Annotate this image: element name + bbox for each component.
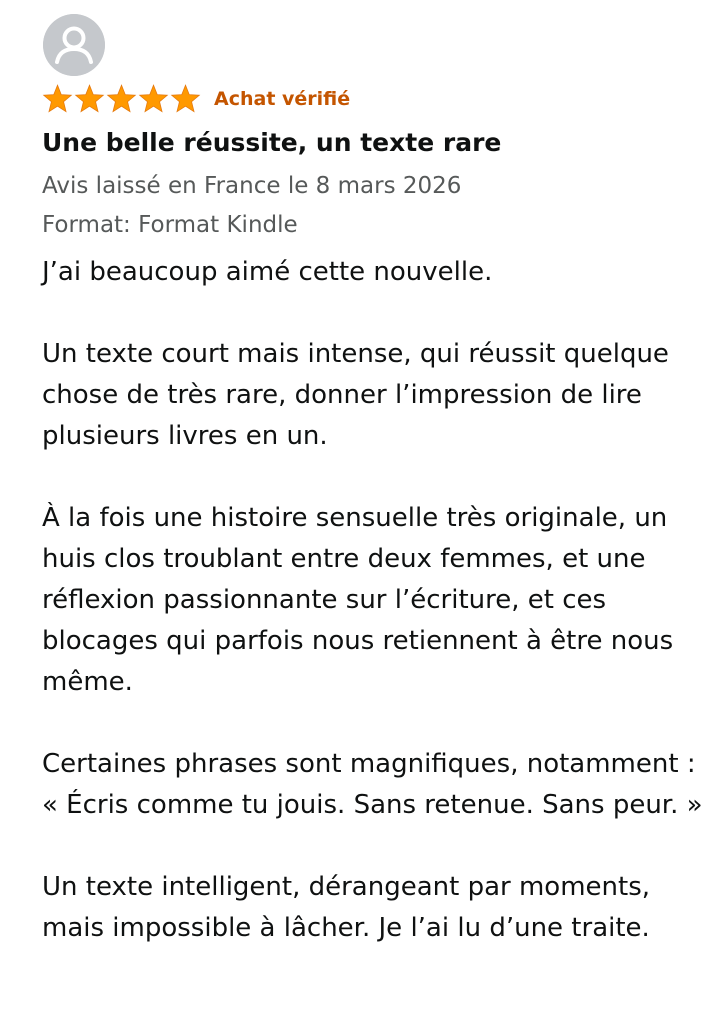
star-icon	[106, 84, 137, 114]
review-paragraph: À la fois une histoire sensuelle très originale, un huis clos troublant entre deux femmes, et une réflexion passionnante sur l’écriture, et ces blocages qui parfois nous retiennent à être nous même.	[42, 503, 674, 697]
review-paragraph: Un texte court mais intense, qui réussit quelque chose de très rare, donner l’impression de lire plusieurs livres en un.	[42, 339, 669, 451]
star-icon	[170, 84, 201, 114]
star-icon	[138, 84, 169, 114]
star-rating[interactable]	[42, 84, 202, 114]
review-paragraph: J’ai beaucoup aimé cette nouvelle.	[42, 257, 493, 287]
star-icon	[74, 84, 105, 114]
user-avatar-icon[interactable]	[43, 14, 105, 76]
review-paragraph: Un texte intelligent, dérangeant par moments, mais impossible à lâcher. Je l’ai lu d’une traite.	[42, 872, 651, 943]
verified-purchase-badge[interactable]: Achat vérifié	[214, 88, 351, 110]
review-format: Format: Format Kindle	[42, 212, 298, 238]
review-title[interactable]: Une belle réussite, un texte rare	[42, 128, 502, 157]
rating-row	[42, 83, 350, 115]
review-paragraph: Certaines phrases sont magnifiques, notamment : « Écris comme tu jouis. Sans retenue. Sans peur. »	[42, 749, 703, 820]
review-date: Avis laissé en France le 8 mars 2026	[42, 173, 462, 199]
review-body	[42, 252, 707, 990]
star-icon	[42, 84, 73, 114]
